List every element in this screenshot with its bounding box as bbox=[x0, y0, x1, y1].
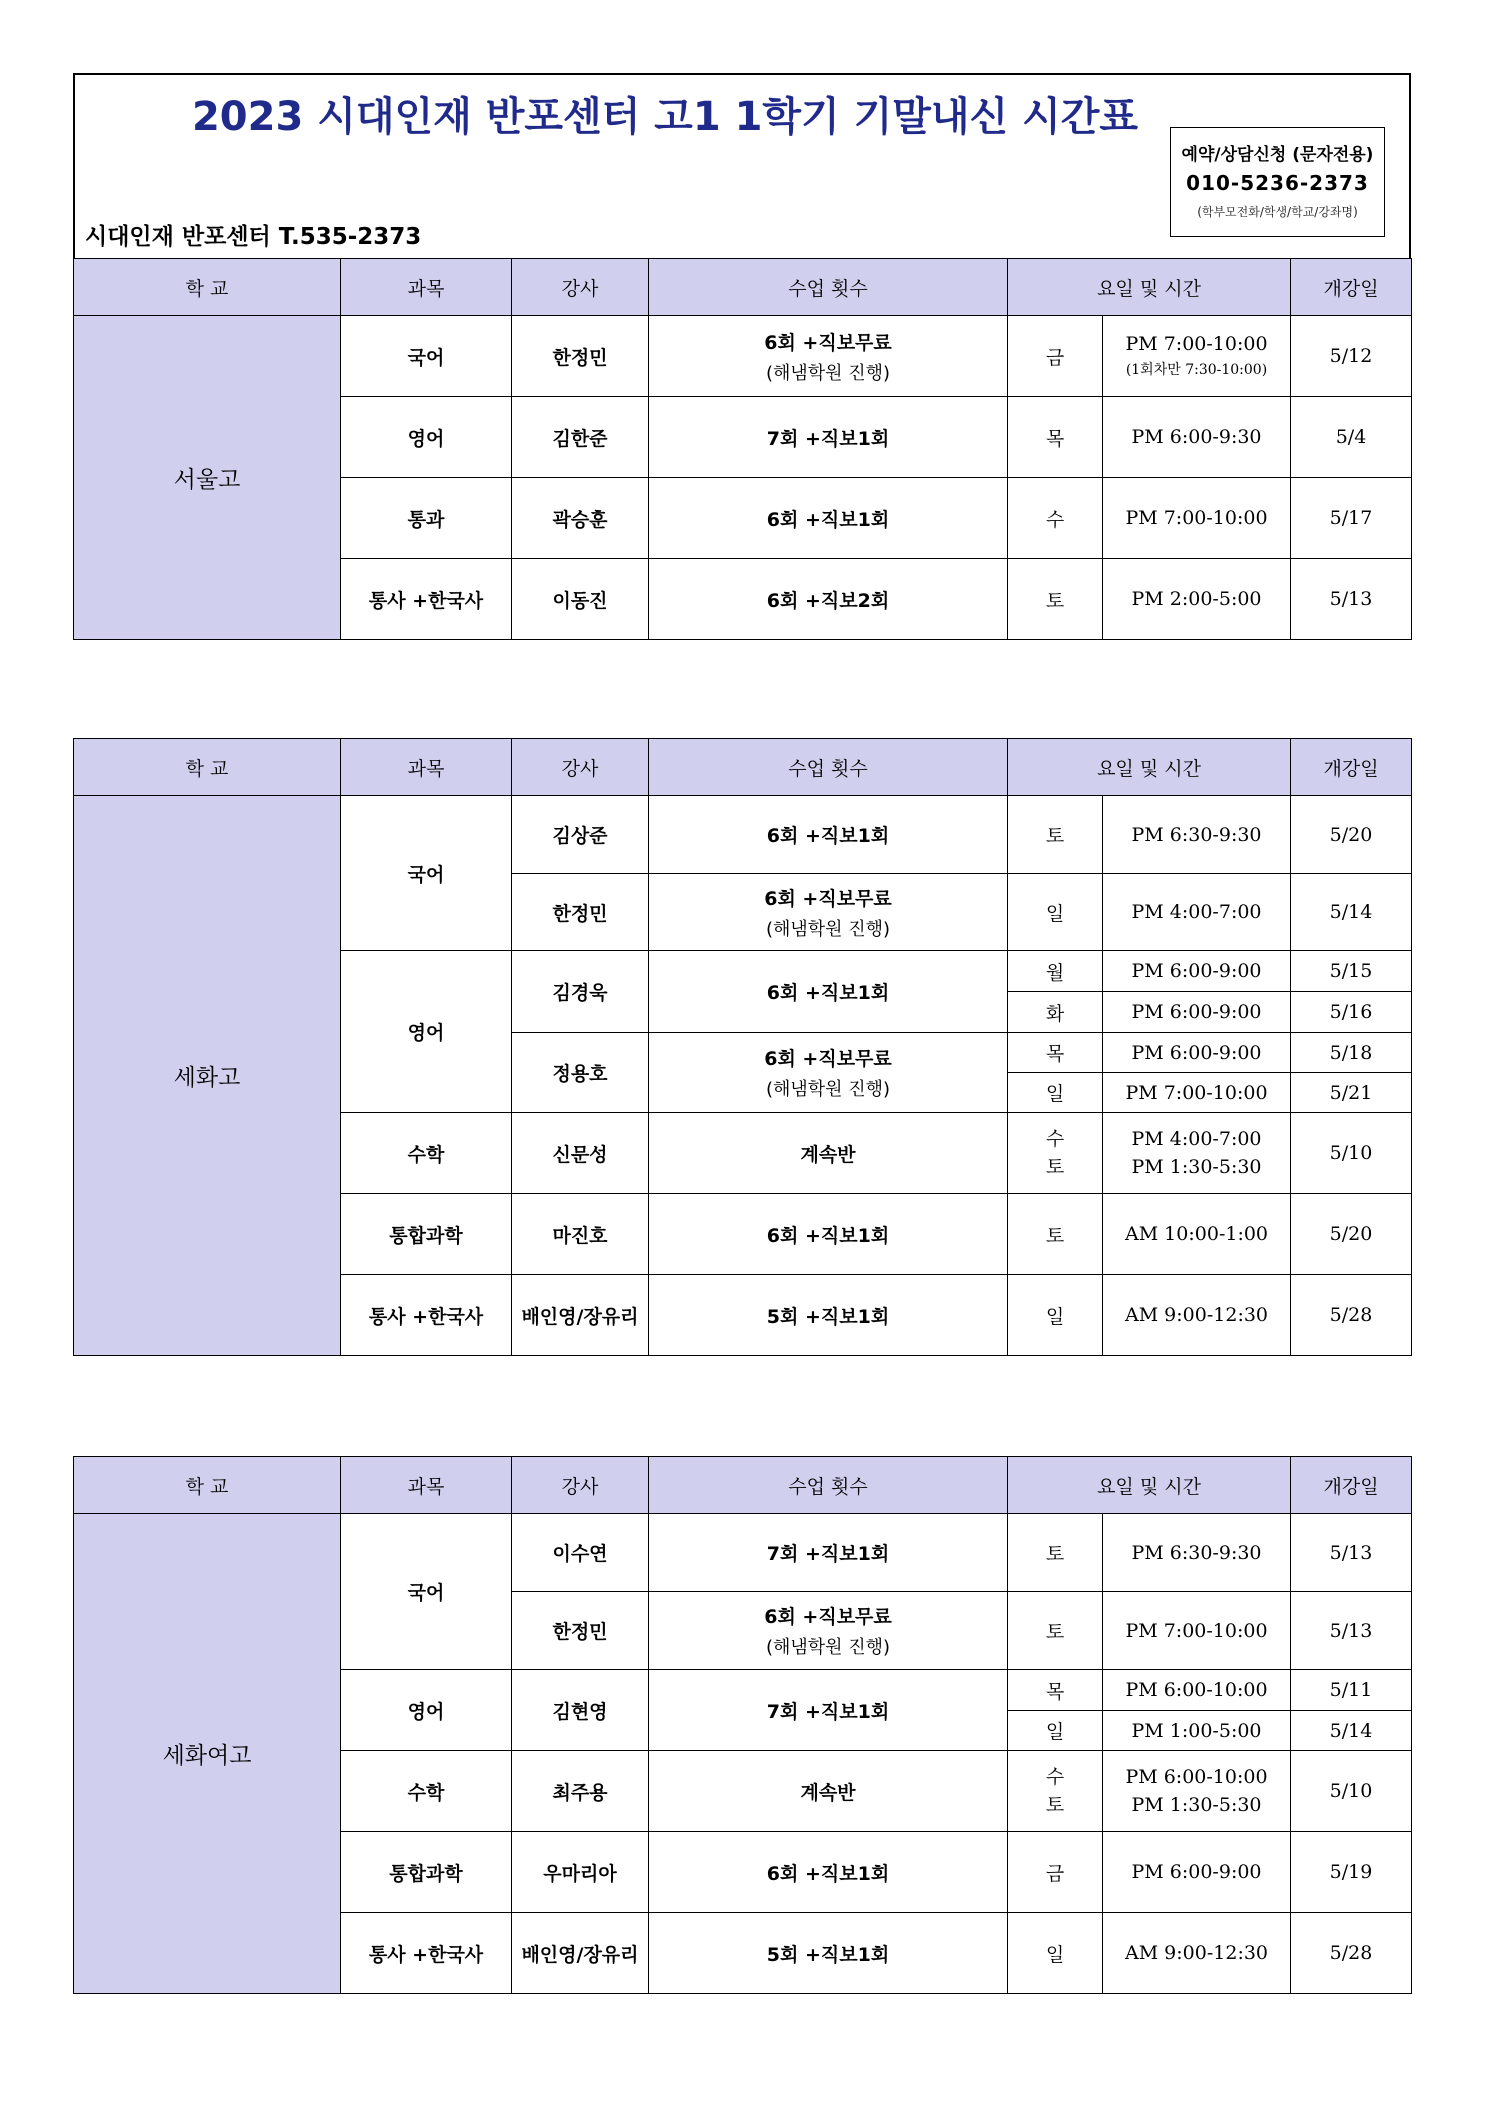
table-header-row bbox=[74, 259, 1412, 316]
teacher-cell: 배인영/장유리 bbox=[512, 1275, 649, 1356]
count-cell: 5회 +직보1회 bbox=[649, 1275, 1008, 1356]
count-cell bbox=[649, 1033, 1008, 1113]
date-cell: 5/20 bbox=[1291, 796, 1412, 874]
subject-cell: 통합과학 bbox=[341, 1194, 512, 1275]
time-cell: AM 10:00-1:00 bbox=[1103, 1194, 1291, 1275]
subject-cell: 통합과학 bbox=[341, 1832, 512, 1913]
date-cell: 5/10 bbox=[1291, 1751, 1412, 1832]
time-note: (1회차만 7:30-10:00) bbox=[1125, 362, 1268, 378]
col-teacher: 강사 bbox=[512, 259, 649, 316]
date-cell: 5/28 bbox=[1291, 1275, 1412, 1356]
date-cell: 5/16 bbox=[1291, 992, 1412, 1033]
teacher-cell: 김한준 bbox=[512, 397, 649, 478]
count-cell: 6회 +직보1회 bbox=[649, 1194, 1008, 1275]
teacher-cell: 정용호 bbox=[512, 1033, 649, 1113]
contact-label: 예약/상담신청 (문자전용) bbox=[1181, 145, 1374, 165]
day-cell: 목 bbox=[1008, 1033, 1103, 1073]
time-text: PM 1:30-5:30 bbox=[1131, 1156, 1262, 1178]
day-cell: 토 bbox=[1008, 796, 1103, 874]
day-cell: 일 bbox=[1008, 1711, 1103, 1751]
schedule-table-sehwa-girls bbox=[73, 1456, 1412, 1994]
count-text: 6회 +직보무료 bbox=[764, 887, 892, 910]
teacher-cell: 이수연 bbox=[512, 1514, 649, 1592]
teacher-cell: 마진호 bbox=[512, 1194, 649, 1275]
date-cell: 5/20 bbox=[1291, 1194, 1412, 1275]
count-cell bbox=[649, 1592, 1008, 1670]
teacher-cell: 이동진 bbox=[512, 559, 649, 640]
time-cell bbox=[1103, 316, 1291, 397]
day-cell: 토 bbox=[1008, 559, 1103, 640]
day-cell: 일 bbox=[1008, 1073, 1103, 1113]
count-cell: 7회 +직보1회 bbox=[649, 1670, 1008, 1751]
count-cell bbox=[649, 874, 1008, 951]
date-cell: 5/13 bbox=[1291, 1514, 1412, 1592]
day-cell: 토 bbox=[1008, 1514, 1103, 1592]
count-sub: (해냄학원 진행) bbox=[765, 1637, 891, 1658]
table-header-row bbox=[74, 739, 1412, 796]
time-cell: PM 4:00-7:00 bbox=[1103, 874, 1291, 951]
count-cell: 5회 +직보1회 bbox=[649, 1913, 1008, 1994]
day-cell: 수 bbox=[1008, 478, 1103, 559]
time-cell: PM 6:00-9:00 bbox=[1103, 1033, 1291, 1073]
col-date: 개강일 bbox=[1291, 259, 1412, 316]
col-subject: 과목 bbox=[341, 1457, 512, 1514]
date-cell: 5/17 bbox=[1291, 478, 1412, 559]
col-teacher: 강사 bbox=[512, 1457, 649, 1514]
subject-cell: 통사 +한국사 bbox=[341, 1275, 512, 1356]
school-cell: 서울고 bbox=[74, 316, 341, 640]
col-day-time: 요일 및 시간 bbox=[1008, 739, 1291, 796]
subject-cell: 수학 bbox=[341, 1113, 512, 1194]
day-cell: 일 bbox=[1008, 1275, 1103, 1356]
teacher-cell: 우마리아 bbox=[512, 1832, 649, 1913]
day-cell: 월 bbox=[1008, 951, 1103, 992]
count-cell: 계속반 bbox=[649, 1751, 1008, 1832]
time-cell: PM 7:00-10:00 bbox=[1103, 1073, 1291, 1113]
teacher-cell: 신문성 bbox=[512, 1113, 649, 1194]
time-cell: PM 6:00-9:00 bbox=[1103, 1832, 1291, 1913]
header-box bbox=[73, 73, 1411, 259]
col-count: 수업 횟수 bbox=[649, 739, 1008, 796]
teacher-cell: 김상준 bbox=[512, 796, 649, 874]
time-cell: PM 6:00-10:00 bbox=[1103, 1670, 1291, 1711]
day-cell: 금 bbox=[1008, 1832, 1103, 1913]
time-text: PM 1:30-5:30 bbox=[1131, 1794, 1262, 1816]
subject-cell: 국어 bbox=[341, 316, 512, 397]
schedule-table-sehwa bbox=[73, 738, 1412, 1356]
date-cell: 5/28 bbox=[1291, 1913, 1412, 1994]
subject-cell: 영어 bbox=[341, 1670, 512, 1751]
time-cell: PM 6:30-9:30 bbox=[1103, 796, 1291, 874]
day-cell bbox=[1008, 1113, 1103, 1194]
table-row bbox=[74, 796, 1412, 874]
time-cell: AM 9:00-12:30 bbox=[1103, 1275, 1291, 1356]
teacher-cell: 김현영 bbox=[512, 1670, 649, 1751]
count-cell: 6회 +직보1회 bbox=[649, 796, 1008, 874]
day-cell: 일 bbox=[1008, 1913, 1103, 1994]
col-day-time: 요일 및 시간 bbox=[1008, 259, 1291, 316]
day-text: 토 bbox=[1045, 1794, 1065, 1816]
col-subject: 과목 bbox=[341, 259, 512, 316]
school-cell: 세화여고 bbox=[74, 1514, 341, 1994]
date-cell: 5/13 bbox=[1291, 559, 1412, 640]
teacher-cell: 최주용 bbox=[512, 1751, 649, 1832]
count-cell: 6회 +직보1회 bbox=[649, 951, 1008, 1033]
day-text: 수 bbox=[1045, 1766, 1065, 1788]
count-cell: 7회 +직보1회 bbox=[649, 397, 1008, 478]
table-header-row bbox=[74, 1457, 1412, 1514]
col-school: 학 교 bbox=[74, 739, 341, 796]
date-cell: 5/15 bbox=[1291, 951, 1412, 992]
time-cell: PM 2:00-5:00 bbox=[1103, 559, 1291, 640]
date-cell: 5/13 bbox=[1291, 1592, 1412, 1670]
count-sub: (해냄학원 진행) bbox=[765, 1079, 891, 1100]
contact-box bbox=[1170, 127, 1385, 237]
teacher-cell: 한정민 bbox=[512, 316, 649, 397]
date-cell: 5/14 bbox=[1291, 1711, 1412, 1751]
count-cell: 계속반 bbox=[649, 1113, 1008, 1194]
time-text: PM 7:00-10:00 bbox=[1125, 333, 1268, 355]
col-day-time: 요일 및 시간 bbox=[1008, 1457, 1291, 1514]
col-teacher: 강사 bbox=[512, 739, 649, 796]
day-cell: 금 bbox=[1008, 316, 1103, 397]
col-school: 학 교 bbox=[74, 1457, 341, 1514]
day-cell: 목 bbox=[1008, 1670, 1103, 1711]
date-cell: 5/12 bbox=[1291, 316, 1412, 397]
subject-cell: 영어 bbox=[341, 397, 512, 478]
time-cell bbox=[1103, 1113, 1291, 1194]
day-cell: 목 bbox=[1008, 397, 1103, 478]
day-cell bbox=[1008, 1751, 1103, 1832]
count-cell: 7회 +직보1회 bbox=[649, 1514, 1008, 1592]
count-text: 6회 +직보무료 bbox=[764, 1606, 892, 1628]
teacher-cell: 한정민 bbox=[512, 874, 649, 951]
subject-cell: 국어 bbox=[341, 796, 512, 951]
time-cell: PM 6:30-9:30 bbox=[1103, 1514, 1291, 1592]
count-sub: (해냄학원 진행) bbox=[765, 918, 891, 940]
time-cell: PM 7:00-10:00 bbox=[1103, 1592, 1291, 1670]
date-cell: 5/10 bbox=[1291, 1113, 1412, 1194]
count-text: 6회 +직보무료 bbox=[764, 331, 892, 354]
col-date: 개강일 bbox=[1291, 739, 1412, 796]
contact-note: (학부모전화/학생/학교/강좌명) bbox=[1197, 205, 1358, 219]
date-cell: 5/14 bbox=[1291, 874, 1412, 951]
day-text: 수 bbox=[1045, 1128, 1065, 1150]
day-cell: 토 bbox=[1008, 1194, 1103, 1275]
subject-cell: 국어 bbox=[341, 1514, 512, 1670]
count-cell bbox=[649, 316, 1008, 397]
subject-cell: 영어 bbox=[341, 951, 512, 1113]
col-subject: 과목 bbox=[341, 739, 512, 796]
subject-cell: 통과 bbox=[341, 478, 512, 559]
subject-cell: 통사 +한국사 bbox=[341, 559, 512, 640]
time-text: PM 6:00-10:00 bbox=[1125, 1766, 1268, 1788]
time-cell bbox=[1103, 1751, 1291, 1832]
count-cell: 6회 +직보1회 bbox=[649, 478, 1008, 559]
time-cell: PM 1:00-5:00 bbox=[1103, 1711, 1291, 1751]
day-cell: 화 bbox=[1008, 992, 1103, 1033]
day-text: 토 bbox=[1045, 1156, 1065, 1178]
page-title: 2023 시대인재 반포센터 고1 1학기 기말내신 시간표 bbox=[191, 94, 1139, 140]
col-date: 개강일 bbox=[1291, 1457, 1412, 1514]
date-cell: 5/11 bbox=[1291, 1670, 1412, 1711]
time-cell: AM 9:00-12:30 bbox=[1103, 1913, 1291, 1994]
time-cell: PM 6:00-9:30 bbox=[1103, 397, 1291, 478]
subject-cell: 수학 bbox=[341, 1751, 512, 1832]
count-cell: 6회 +직보1회 bbox=[649, 1832, 1008, 1913]
date-cell: 5/19 bbox=[1291, 1832, 1412, 1913]
count-cell: 6회 +직보2회 bbox=[649, 559, 1008, 640]
contact-phone: 010-5236-2373 bbox=[1186, 171, 1369, 195]
time-cell: PM 6:00-9:00 bbox=[1103, 992, 1291, 1033]
count-sub: (해냄학원 진행) bbox=[765, 362, 891, 384]
table-row bbox=[74, 1514, 1412, 1592]
time-cell: PM 6:00-9:00 bbox=[1103, 951, 1291, 992]
time-text: PM 4:00-7:00 bbox=[1131, 1128, 1262, 1150]
schedule-table-seoul bbox=[73, 258, 1412, 640]
count-text: 6회 +직보무료 bbox=[764, 1048, 892, 1070]
teacher-cell: 한정민 bbox=[512, 1592, 649, 1670]
date-cell: 5/21 bbox=[1291, 1073, 1412, 1113]
school-cell: 세화고 bbox=[74, 796, 341, 1356]
col-count: 수업 횟수 bbox=[649, 259, 1008, 316]
teacher-cell: 배인영/장유리 bbox=[512, 1913, 649, 1994]
subject-cell: 통사 +한국사 bbox=[341, 1913, 512, 1994]
col-count: 수업 횟수 bbox=[649, 1457, 1008, 1514]
table-row bbox=[74, 316, 1412, 397]
center-phone: 시대인재 반포센터 T.535-2373 bbox=[85, 224, 422, 250]
teacher-cell: 곽승훈 bbox=[512, 478, 649, 559]
teacher-cell: 김경욱 bbox=[512, 951, 649, 1033]
time-cell: PM 7:00-10:00 bbox=[1103, 478, 1291, 559]
col-school: 학 교 bbox=[74, 259, 341, 316]
date-cell: 5/18 bbox=[1291, 1033, 1412, 1073]
date-cell: 5/4 bbox=[1291, 397, 1412, 478]
day-cell: 토 bbox=[1008, 1592, 1103, 1670]
day-cell: 일 bbox=[1008, 874, 1103, 951]
